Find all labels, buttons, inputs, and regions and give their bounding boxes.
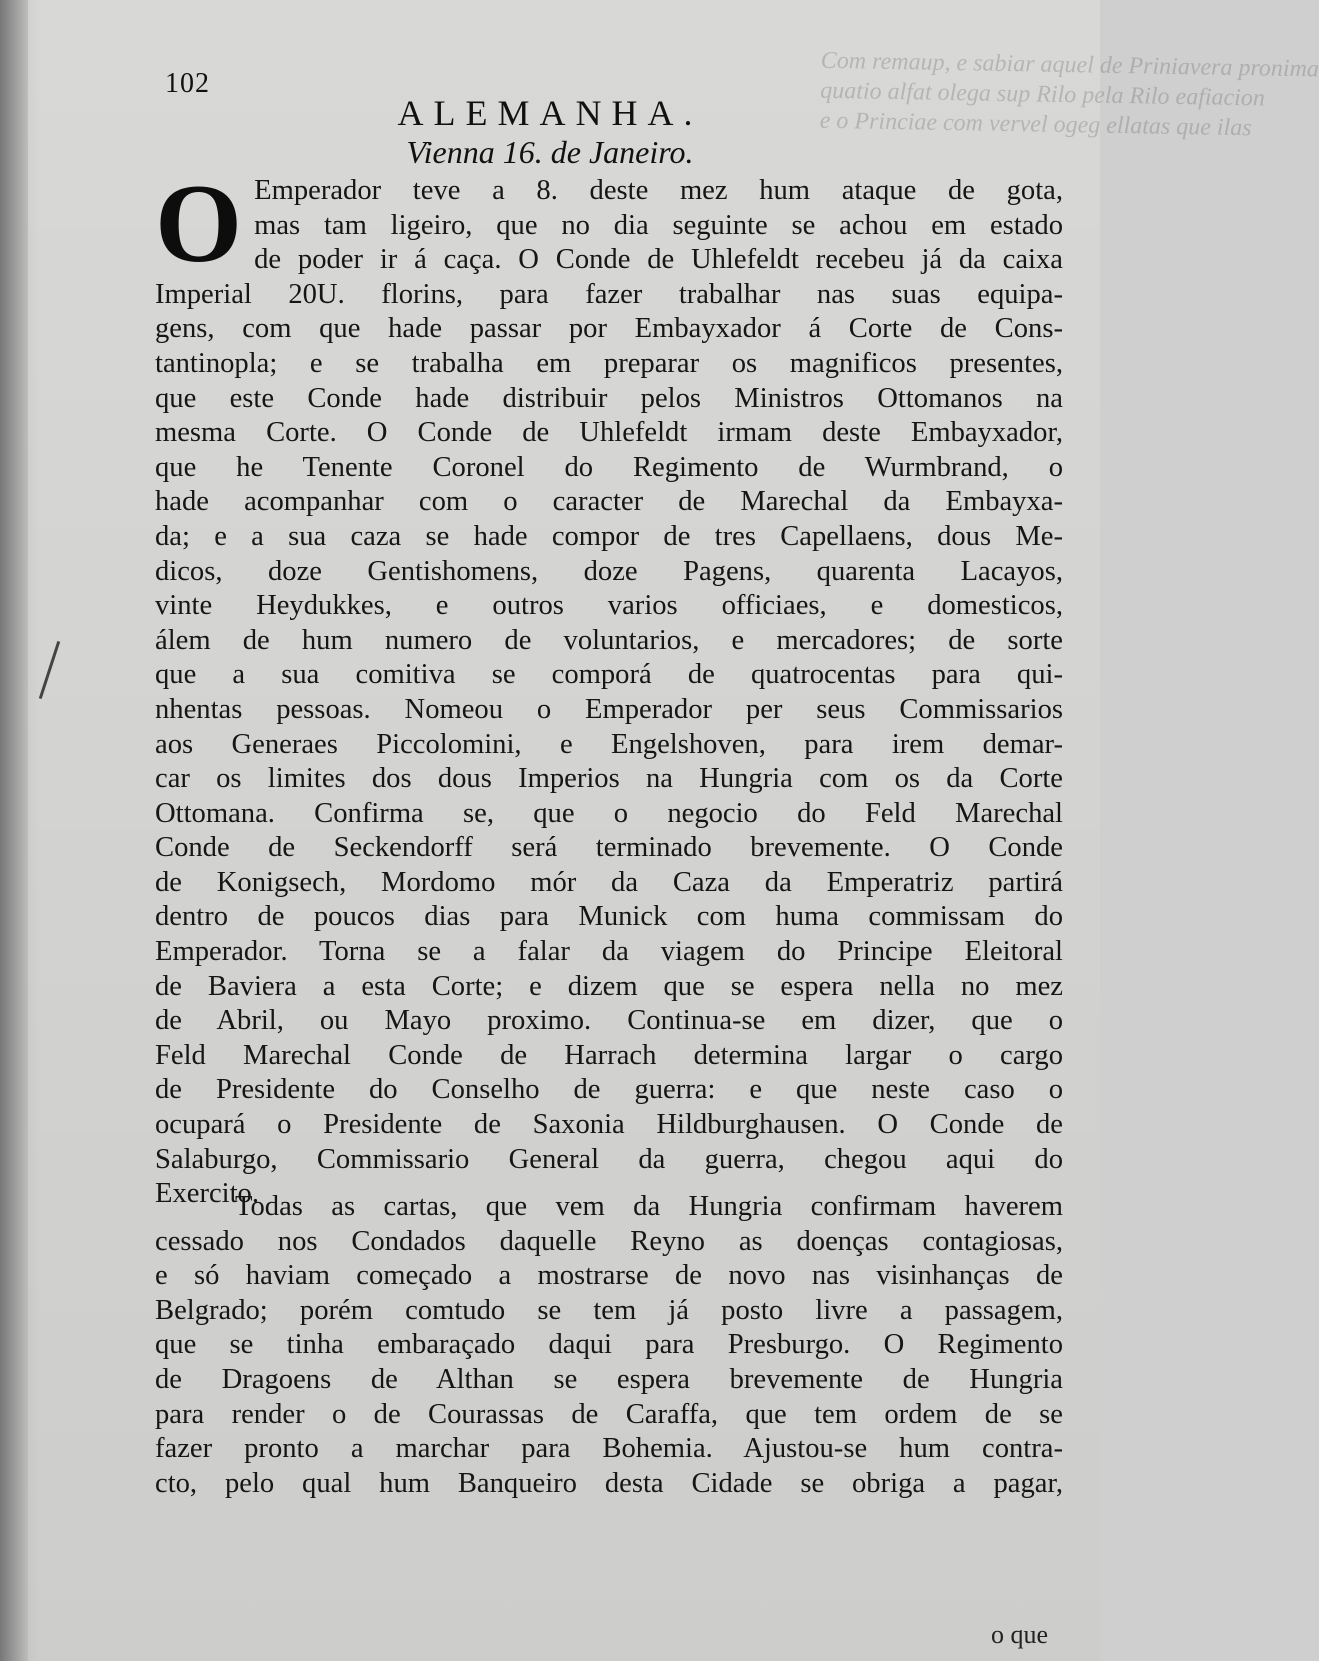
text-line: que he Tenente Coronel do Regimento de Wurmbrand, o (155, 451, 1063, 483)
text-line: Emperador. Torna se a falar da viagem do Principe Eleitoral (155, 936, 1063, 968)
page-number: 102 (165, 68, 210, 99)
text-line: dentro de poucos dias para Munick com huma commissam do (155, 901, 1063, 933)
section-title: ALEMANHA. (397, 93, 703, 133)
text-line: Salaburgo, Commissario General da guerra, chegou aqui do (155, 1143, 1063, 1175)
text-line: gens, com que hade passar por Embayxador á Corte de Cons- (155, 313, 1063, 345)
text-line: e só haviam começado a mostrarse de novo nas visinhanças de (155, 1260, 1063, 1292)
text-line: ocupará o Presidente de Saxonia Hildburghausen. O Conde de (155, 1109, 1063, 1141)
dateline: Vienna 16. de Janeiro. (406, 134, 694, 170)
text-line: cessado nos Condados daquelle Reyno as doenças contagiosas, (155, 1225, 1063, 1257)
text-line: vinte Heydukkes, e outros varios officiaes, e domesticos, (155, 590, 1063, 622)
text-line: Belgrado; porém comtudo se tem já posto livre a passagem, (155, 1294, 1063, 1326)
text-line: Todas as cartas, que vem da Hungria confirmam haverem (235, 1191, 1063, 1222)
text-line: da; e a sua caza se hade compor de tres Capellaens, dous Me- (155, 520, 1063, 552)
text-line: aos Generaes Piccolomini, e Engelshoven, para irem demar- (155, 728, 1063, 760)
text-line: de Abril, ou Mayo proximo. Continua-se em dizer, que o (155, 1005, 1063, 1037)
text-line: mesma Corte. O Conde de Uhlefeldt irmam deste Embayxador, (155, 417, 1063, 449)
text-line: fazer pronto a marchar para Bohemia. Ajustou-se hum contra- (155, 1433, 1063, 1465)
text-line: nhentas pessoas. Nomeou o Emperador per seus Commissarios (155, 693, 1063, 725)
drop-cap: O (155, 162, 243, 286)
article-paragraph-1 (155, 162, 1063, 1212)
text-line: mas tam ligeiro, que no dia seguinte se achou em estado (254, 209, 1063, 241)
article-paragraph-2 (155, 1190, 1063, 1501)
text-line: Imperial 20U. florins, para fazer trabalhar nas suas equipa- (155, 278, 1063, 310)
text-line: que a sua comitiva se comporá de quatrocentas para qui- (155, 659, 1063, 691)
text-line: hade acompanhar com o caracter de Marechal da Embayxa- (155, 486, 1063, 518)
catchword: o que (990, 1620, 1048, 1649)
text-line: dicos, doze Gentishomens, doze Pagens, quarenta Lacayos, (155, 555, 1063, 587)
text-line: que este Conde hade distribuir pelos Ministros Ottomanos na (155, 382, 1063, 414)
text-line: álem de hum numero de voluntarios, e mercadores; de sorte (155, 624, 1063, 656)
text-line: de Konigsech, Mordomo mór da Caza da Emperatriz partirá (155, 866, 1063, 898)
text-line: de Dragoens de Althan se espera brevemente de Hungria (155, 1363, 1063, 1395)
page-gutter-shadow (0, 0, 28, 1661)
margin-pen-mark (39, 641, 60, 699)
text-line: Emperador teve a 8. deste mez hum ataque de gota, (254, 175, 1063, 206)
bleed-through-text: Com remaup, e sabiar aquel de Priniavera pronima quatio alfat olega sup Rilo pela Rilo eafiacion e o Princiae com vervel ogeg ellatas que ilas (819, 47, 1319, 142)
text-line: Ottomana. Confirma se, que o negocio do Feld Marechal (155, 797, 1063, 829)
text-line: de poder ir á caça. O Conde de Uhlefeldt recebeu já da caixa (254, 244, 1063, 276)
text-line: para render o de Courassas de Caraffa, que tem ordem de se (155, 1398, 1063, 1430)
text-line: Conde de Seckendorff será terminado brevemente. O Conde (155, 832, 1063, 864)
text-line: tantinopla; e se trabalha em preparar os magnificos presentes, (155, 347, 1063, 379)
text-line: que se tinha embaraçado daqui para Presburgo. O Regimento (155, 1329, 1063, 1361)
text-line: car os limites dos dous Imperios na Hungria com os da Corte (155, 763, 1063, 795)
text-line: de Presidente do Conselho de guerra: e que neste caso o (155, 1074, 1063, 1106)
text-line: de Baviera a esta Corte; e dizem que se espera nella no mez (155, 970, 1063, 1002)
text-line: Feld Marechal Conde de Harrach determina largar o cargo (155, 1039, 1063, 1071)
text-line: cto, pelo qual hum Banqueiro desta Cidade se obriga a pagar, (155, 1467, 1063, 1499)
text-line: Exercito. (155, 1178, 260, 1210)
